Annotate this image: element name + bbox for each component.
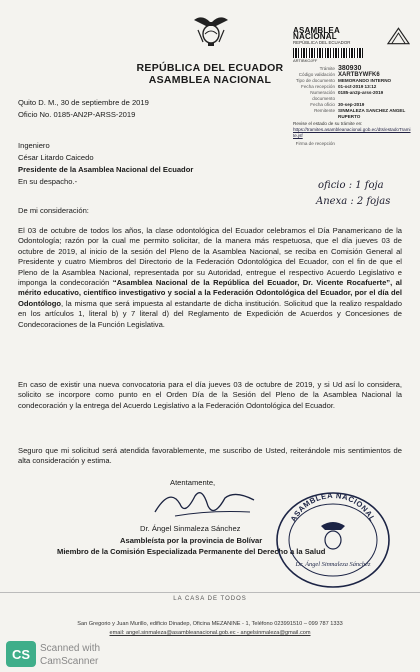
stamp-field-label: Código validación [298, 72, 335, 77]
camscanner-logo-icon [6, 641, 36, 667]
svg-text:CS: CS [11, 647, 31, 662]
stamp-field-value [338, 141, 411, 147]
signer-commission: Miembro de la Comisión Especializada Permanente del Derecho a la Salud [57, 547, 326, 556]
tramite-number: 380930 [338, 65, 362, 72]
recipient-title: Ingeniero [18, 141, 50, 150]
stamp-field-label: Firma de recepción [295, 141, 335, 146]
paragraph-1-bold: “Asamblea Nacional de la República del Ecuador, Dr. Vicente Rocafuerte”, al mérito educativo, científico investigativo y social a la Federación Odontológica del Ecuador, por el día del Odontólogo [18, 278, 402, 308]
stamp-field-value: 0185-an2p-arss-2019 [338, 90, 384, 95]
stamp-title: ASAMBLEA NACIONAL [293, 26, 340, 41]
paragraph-1-text-end: , la misma que será impuesta al estandarte de dicha institución. Solicitud que la realizo respaldado en los artículos 1, literal b) y 7 literal d) del Reglamento de Expedición de Acuerdos y Concesiones de Condecoraciones de la Función Legislativa. [18, 298, 402, 329]
stamp-field-label: Fecha recepción [301, 84, 335, 89]
tramite-label: Trámite [319, 66, 335, 71]
stamp-field-value: SINMALEZA SANCHEZ ANGEL RUPERTO [338, 108, 406, 119]
stamp-field-label: Fecha oficio [310, 102, 335, 107]
paragraph-1 [18, 226, 402, 330]
paragraph-3: Seguro que mi solicitud será atendida favorablemente, me suscribo de Usted, reiterándole mis sentimientos de alta consideración y estima. [18, 446, 402, 466]
paragraph-2: En caso de existir una nueva convocatoria para el día jueves 03 de octubre de 2019, y si Ud así lo considera, solicito se incorpore como punto en el Orden Día de la Sesión del Pleno de la Asamblea Nacional la condecoración y la entrega del Acuerdo Legislativo a la Federación Odontológica del Ecuador. [18, 380, 402, 410]
office-number: Oficio No. 0185-AN2P-ARSS-2019 [18, 110, 136, 119]
scanner-line-2: CamScanner [40, 656, 99, 667]
salutation: De mi consideración: [18, 206, 89, 215]
stamp-field-value: 01-oct-2019 13:12 [338, 84, 377, 89]
assembly-logo-icon [386, 26, 411, 46]
footer-brand: LA CASA DE TODOS [173, 596, 247, 602]
stamp-field-label: Numeración documento [310, 90, 335, 101]
signature-icon [150, 482, 260, 522]
recipient-name: César Litardo Caicedo [18, 153, 94, 162]
reception-stamp [293, 26, 411, 184]
stamp-field-label: Revise el estado de su trámite en: [293, 121, 363, 126]
handwritten-anexa: Anexa : 2 fojas [316, 196, 391, 207]
institution-heading: ASAMBLEA NACIONAL [148, 74, 272, 86]
official-seal-icon [273, 490, 393, 590]
stamp-subtitle: REPÚBLICA DEL ECUADOR [293, 40, 351, 45]
stamp-field-value: MEMORANDO INTERNO [338, 78, 392, 83]
recipient-place: En su despacho.- [18, 177, 78, 186]
svg-text:ASAMBLEA NACIONAL [289, 491, 378, 523]
stamp-field-label: Tipo de documento [295, 78, 335, 83]
signer-role: Asambleísta por la provincia de Bolívar [120, 536, 263, 545]
stamp-field-value: XARTBYWFK6 [338, 72, 380, 78]
handwritten-oficio: oficio : 1 foja [318, 180, 384, 191]
footer-divider [0, 592, 420, 593]
recipient-position: Presidente de la Asamblea Nacional del Ecuador [18, 165, 194, 174]
footer-address: San Gregorio y Juan Murillo, edificio Dinadep, Oficina MEZANINE - 1, Teléfono 023991510 – 099 787 1333 [77, 621, 343, 627]
coat-of-arms-icon [190, 12, 232, 48]
seal-ring-text: ASAMBLEA NACIONAL [288, 490, 378, 524]
seal-inner-text: Dr. Ángel Sinmaleza Sánchez [295, 561, 371, 568]
barcode-icon [293, 48, 363, 58]
tracking-link[interactable]: https://tramites.asambleanacional.gob.ec/dts/estadoTramite.jsf [293, 127, 411, 138]
place-date: Quito D. M., 30 de septiembre de 2019 [18, 98, 149, 107]
country-heading: REPÚBLICA DEL ECUADOR [136, 62, 284, 74]
stamp-field-value: 30-sep-2019 [338, 102, 365, 107]
stamp-code: ARTIBKOJFF [293, 58, 318, 63]
paragraph-1-text: El 03 de octubre de todos los años, la clase odontológica del Ecuador celebramos el Día Panamericano de la Odontología; razón por la cual me permito solicitar, de la manera más respetuosa, que el día jueves 03 de octubre de 2019, al inicio de la sesión del Pleno de la Asamblea Nacional, se reciba en Comisión General al Presidente y cuatro Miembros del Directorio de la Federación Odontológica del Ecuador, con el fin de que el Pleno de la Asamblea Nacional, representada por su Autoridad, entregue el respectivo Acuerdo Legislativo e imponga la condecoración [18, 226, 402, 288]
footer-email[interactable]: email: angel.sinmaleza@asambleanacional.gob.ec - angelsinmaleza@gmail.com [109, 630, 311, 636]
closing: Atentamente, [170, 478, 216, 487]
stamp-field-label: Remitente [314, 108, 335, 113]
scanner-line-1: Scanned with [40, 643, 101, 654]
signer-name: Dr. Ángel Sinmaleza Sánchez [140, 524, 241, 533]
